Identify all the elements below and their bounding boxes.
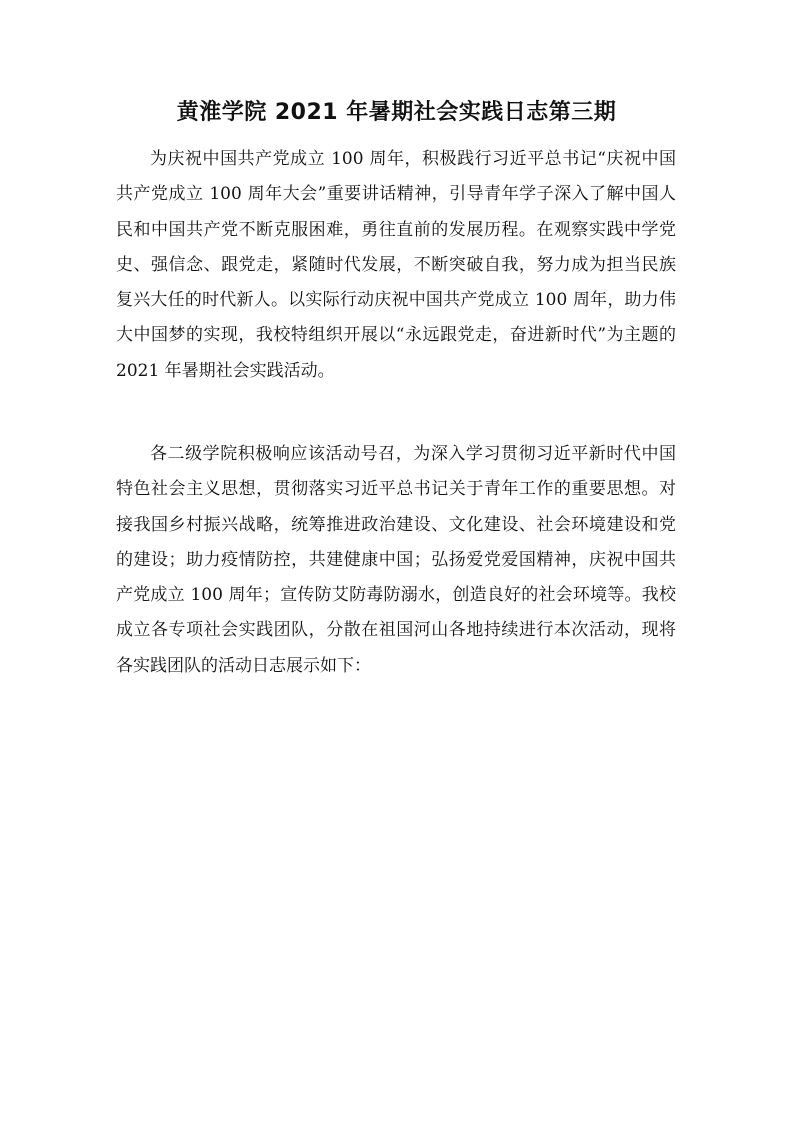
document-title: 黄淮学院 2021 年暑期社会实践日志第三期 <box>176 100 617 125</box>
paragraph-intro: 为庆祝中国共产党成立 100 周年，积极践行习近平总书记“庆祝中国共产党成立 100 周年大会”重要讲话精神，引导青年学子深入了解中国人民和中国共产党不断克服困难，勇往直前的发展历程。在观察实践中学党史、强信念、跟党走，紧随时代发展，不断突破自我，努力成为担当民族复兴大任的时代新人。以实际行动庆祝中国共产党成立 100 周年，助力伟大中国梦的实现，我校特组织开展以“永远跟党走，奋进新时代”为主题的 2021 年暑期社会实践活动。 <box>116 149 676 381</box>
paragraph-activities: 各二级学院积极响应该活动号召，为深入学习贯彻习近平新时代中国特色社会主义思想，贯彻落实习近平总书记关于青年工作的重要思想。对接我国乡村振兴战略，统筹推进政治建设、文化建设、社会环境建设和党的建设；助力疫情防控，共建健康中国；弘扬爱党爱国精神，庆祝中国共产党成立 100 周年；宣传防艾防毒防溺水，创造良好的社会环境等。我校成立各专项社会实践团队，分散在祖国河山各地持续进行本次活动，现将各实践团队的活动日志展示如下： <box>116 444 676 676</box>
